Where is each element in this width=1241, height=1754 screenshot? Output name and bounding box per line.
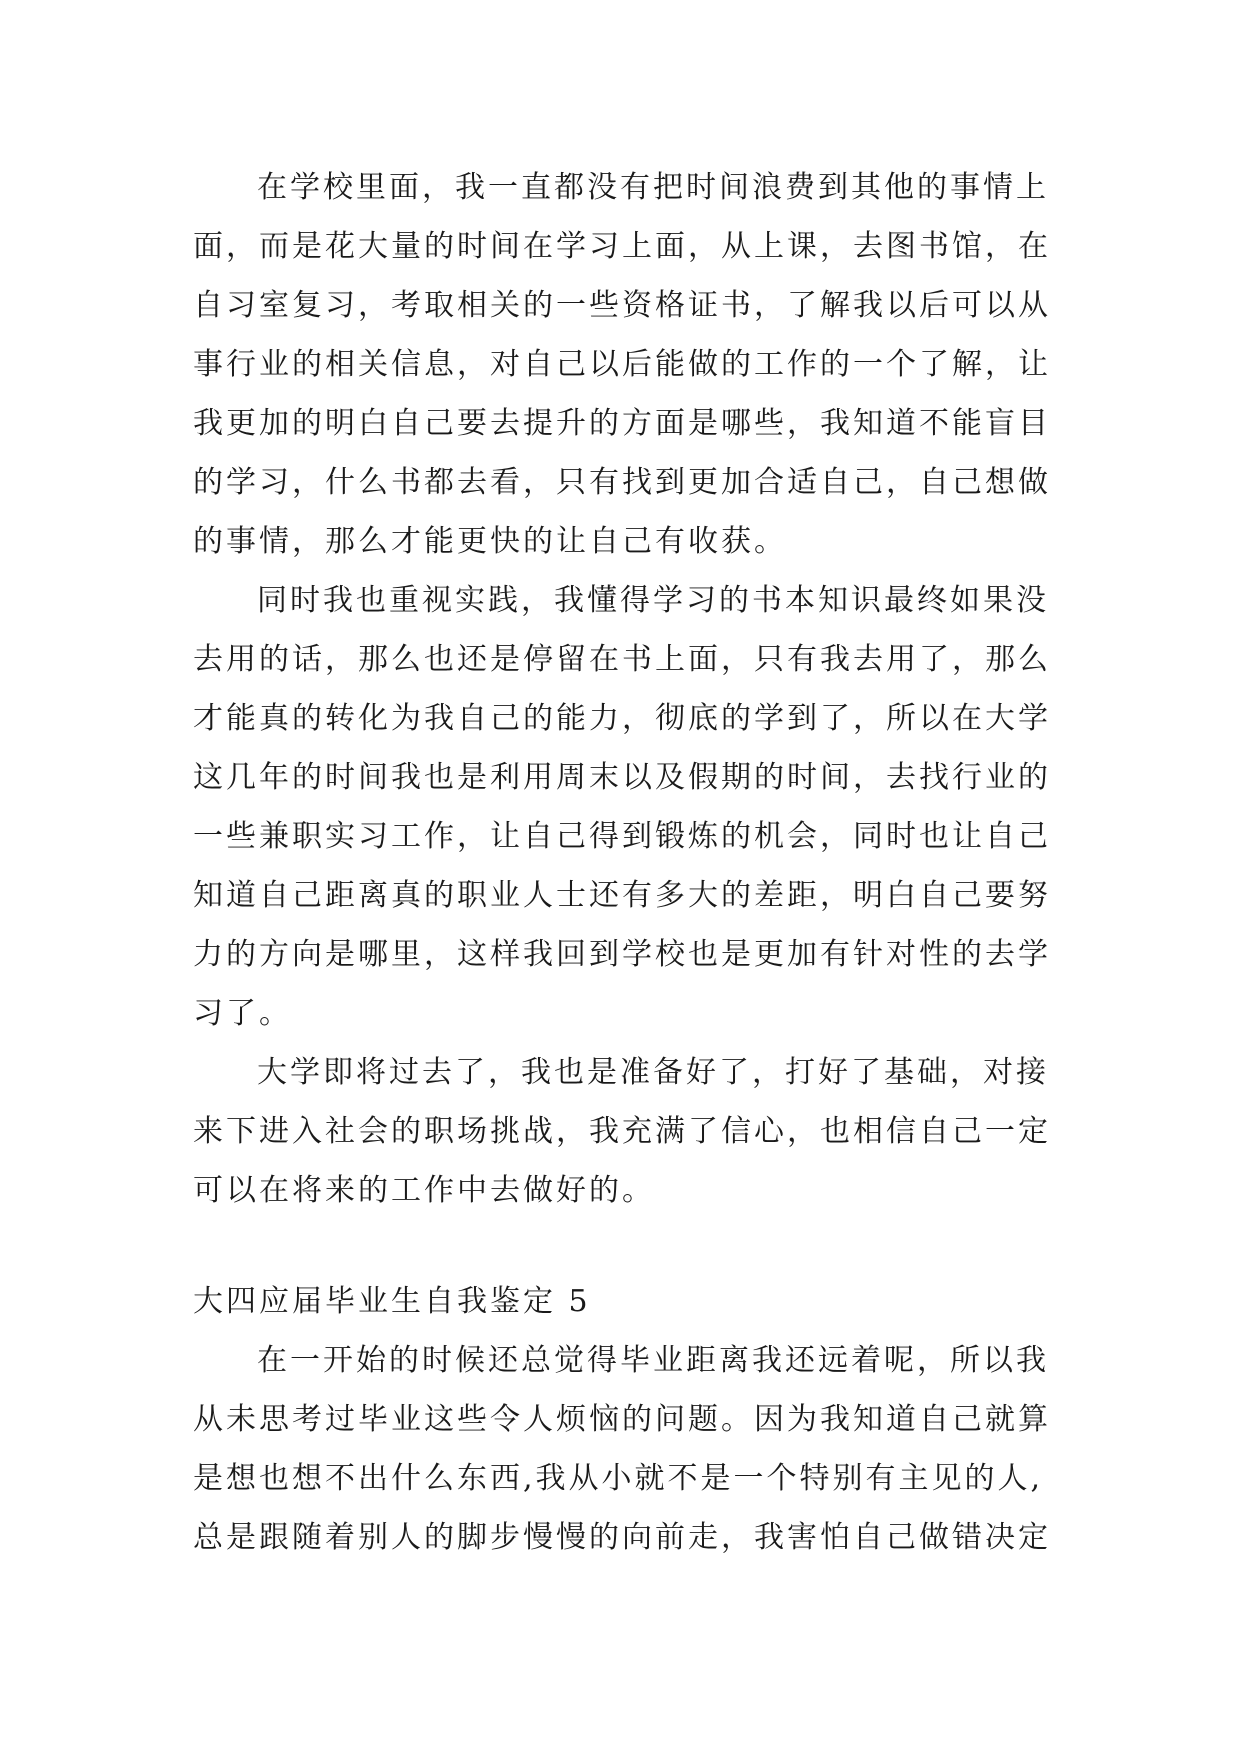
text-line: 大学即将过去了，我也是准备好了，打好了基础，对接 — [257, 1055, 1049, 1090]
paragraph — [193, 571, 1053, 1043]
text-line: 自习室复习，考取相关的一些资格证书，了解我以后可以从 — [193, 288, 1051, 323]
paragraph — [193, 1331, 1053, 1567]
text-line: 这几年的时间我也是利用周末以及假期的时间，去找行业的 — [193, 760, 1051, 795]
document-body — [193, 158, 1053, 1567]
text-line: 力的方向是哪里，这样我回到学校也是更加有针对性的去学 — [193, 937, 1051, 972]
text-line: 在学校里面，我一直都没有把时间浪费到其他的事情上 — [257, 170, 1049, 205]
text-line: 总是跟随着别人的脚步慢慢的向前走，我害怕自己做错决定 — [193, 1520, 1051, 1555]
text-line: 一些兼职实习工作，让自己得到锻炼的机会，同时也让自己 — [193, 819, 1051, 854]
text-line: 可以在将来的工作中去做好的。 — [193, 1173, 655, 1208]
text-line: 的学习，什么书都去看，只有找到更加合适自己，自己想做 — [193, 465, 1051, 500]
paragraph — [193, 1043, 1053, 1220]
text-line: 来下进入社会的职场挑战，我充满了信心，也相信自己一定 — [193, 1114, 1051, 1149]
text-line: 才能真的转化为我自己的能力，彻底的学到了，所以在大学 — [193, 701, 1051, 736]
text-line: 事行业的相关信息，对自己以后能做的工作的一个了解，让 — [193, 347, 1051, 382]
text-line: 去用的话，那么也还是停留在书上面，只有我去用了，那么 — [193, 642, 1051, 677]
text-line: 面，而是花大量的时间在学习上面，从上课，去图书馆，在 — [193, 229, 1051, 264]
text-line: 知道自己距离真的职业人士还有多大的差距，明白自己要努 — [193, 878, 1051, 913]
text-line: 我更加的明白自己要去提升的方面是哪些，我知道不能盲目 — [193, 406, 1051, 441]
text-line: 是想也想不出什么东西,我从小就不是一个特别有主见的人, — [193, 1461, 1044, 1496]
text-line: 习了。 — [193, 996, 292, 1031]
text-line: 在一开始的时候还总觉得毕业距离我还远着呢，所以我 — [257, 1343, 1049, 1378]
text-line: 同时我也重视实践，我懂得学习的书本知识最终如果没 — [257, 583, 1049, 618]
text-line: 的事情，那么才能更快的让自己有收获。 — [193, 524, 787, 559]
section-heading: 大四应届毕业生自我鉴定 5 — [193, 1284, 591, 1319]
text-line: 从未思考过毕业这些令人烦恼的问题。因为我知道自己就算 — [193, 1402, 1051, 1437]
paragraph — [193, 158, 1053, 571]
